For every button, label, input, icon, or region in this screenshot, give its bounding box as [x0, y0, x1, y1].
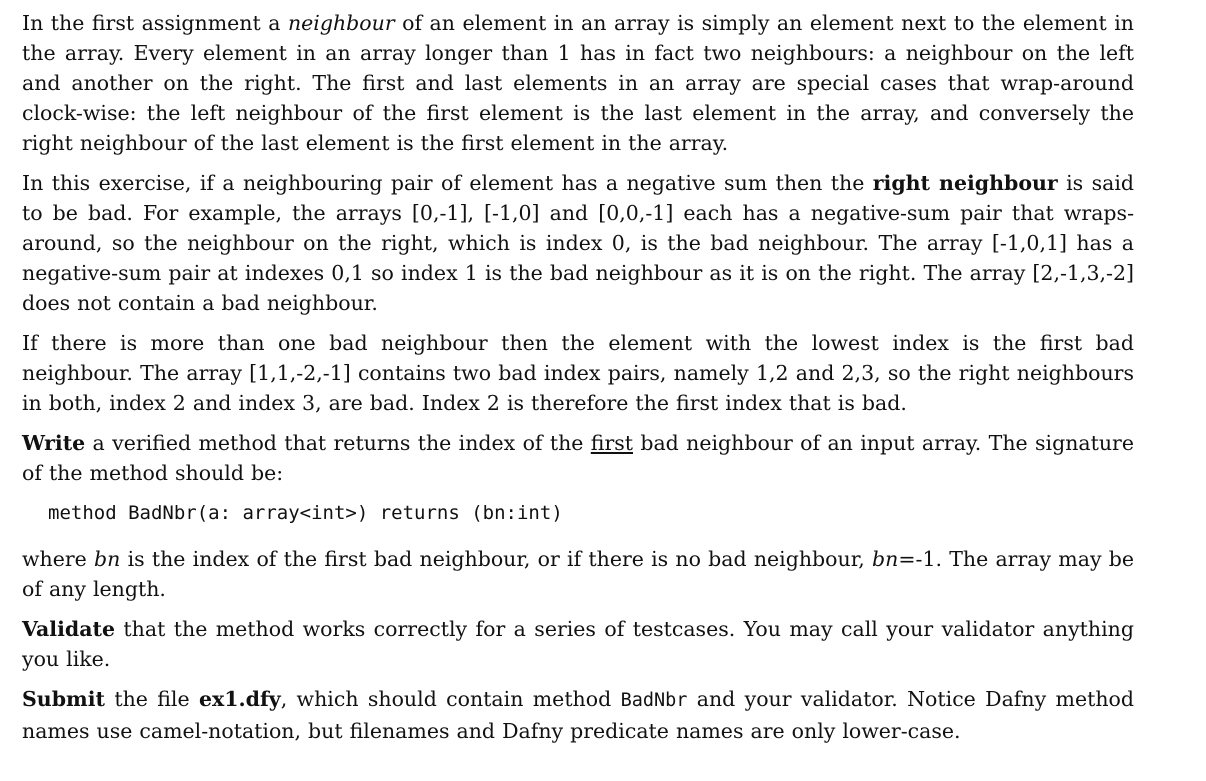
bold-filename: ex1.dfy: [198, 687, 281, 711]
bold-validate: Validate: [22, 617, 116, 641]
method-signature-code: method BadNbr(a: array<int>) returns (bn:int): [48, 502, 563, 524]
text: In the first assignment a: [22, 11, 288, 35]
bold-submit: Submit: [22, 687, 105, 711]
paragraph-neighbour-definition: [22, 8, 1134, 158]
text: , which should contain method: [280, 687, 621, 711]
code-method-name: BadNbr: [620, 690, 688, 711]
paragraph-return-value: [22, 544, 1134, 604]
text: and your validator. Notice Dafny method names use camel-notation, but filenames and Dafny predicate names are only lower-case.: [22, 687, 1134, 743]
bold-right-neighbour: right neighbour: [872, 171, 1058, 195]
text: that the method works correctly for a series of testcases. You may call your validator anything you like.: [22, 617, 1134, 671]
paragraph-write-instruction: [22, 428, 1134, 488]
text: where: [22, 547, 95, 571]
text: bad neighbour of an input array. The signature of the method should be:: [22, 431, 1134, 485]
text: is said to be bad. For example, the arrays [0,-1], [-1,0] and [0,0,-1] each has a negative-sum pair that wraps-around, so the neighbour on the right, which is index 0, is the bad neighbour. The array [-1,0,1] has a negative-sum pair at indexes 0,1 so index 1 is the bad neighbour as it is on the right. The array [2,-1,3,-2] does not contain a bad neighbour.: [22, 171, 1135, 315]
text: In this exercise, if a neighbouring pair of element has a negative sum then the: [22, 171, 873, 195]
text: of an element in an array is simply an element next to the element in the array. Every element in an array longer than 1 has in fact two neighbours: a neighbour on the left and another on the right. The first and last elements in an array are special cases that wrap-around clock-wise: the left neighbour of the first element is the last element in the array, and conversely the right neighbour of the last element is the first element in the array.: [22, 11, 1134, 155]
bold-write: Write: [22, 431, 86, 455]
paragraph-first-bad-neighbour: [22, 328, 1134, 418]
text: is the index of the first bad neighbour, or if there is no bad neighbour,: [120, 547, 873, 571]
text: the file: [105, 687, 199, 711]
emphasis-bn: bn: [872, 547, 899, 571]
paragraph-bad-neighbour-definition: [22, 168, 1134, 318]
emphasis-neighbour: neighbour: [287, 11, 395, 35]
underline-first: first: [590, 431, 633, 455]
paragraph-validate-instruction: [22, 614, 1134, 674]
paragraph-submit-instruction: [22, 684, 1134, 746]
text: a verified method that returns the index of the: [85, 431, 591, 455]
text: =-1. The array may be of any length.: [22, 547, 1134, 601]
emphasis-bn: bn: [94, 547, 121, 571]
assignment-document: [22, 8, 1134, 756]
text: If there is more than one bad neighbour then the element with the lowest index is the first bad neighbour. The array [1,1,-2,-1] contains two bad index pairs, namely 1,2 and 2,3, so the right neighbours in both, index 2 and index 3, are bad. Index 2 is therefore the first index that is bad.: [22, 331, 1134, 415]
